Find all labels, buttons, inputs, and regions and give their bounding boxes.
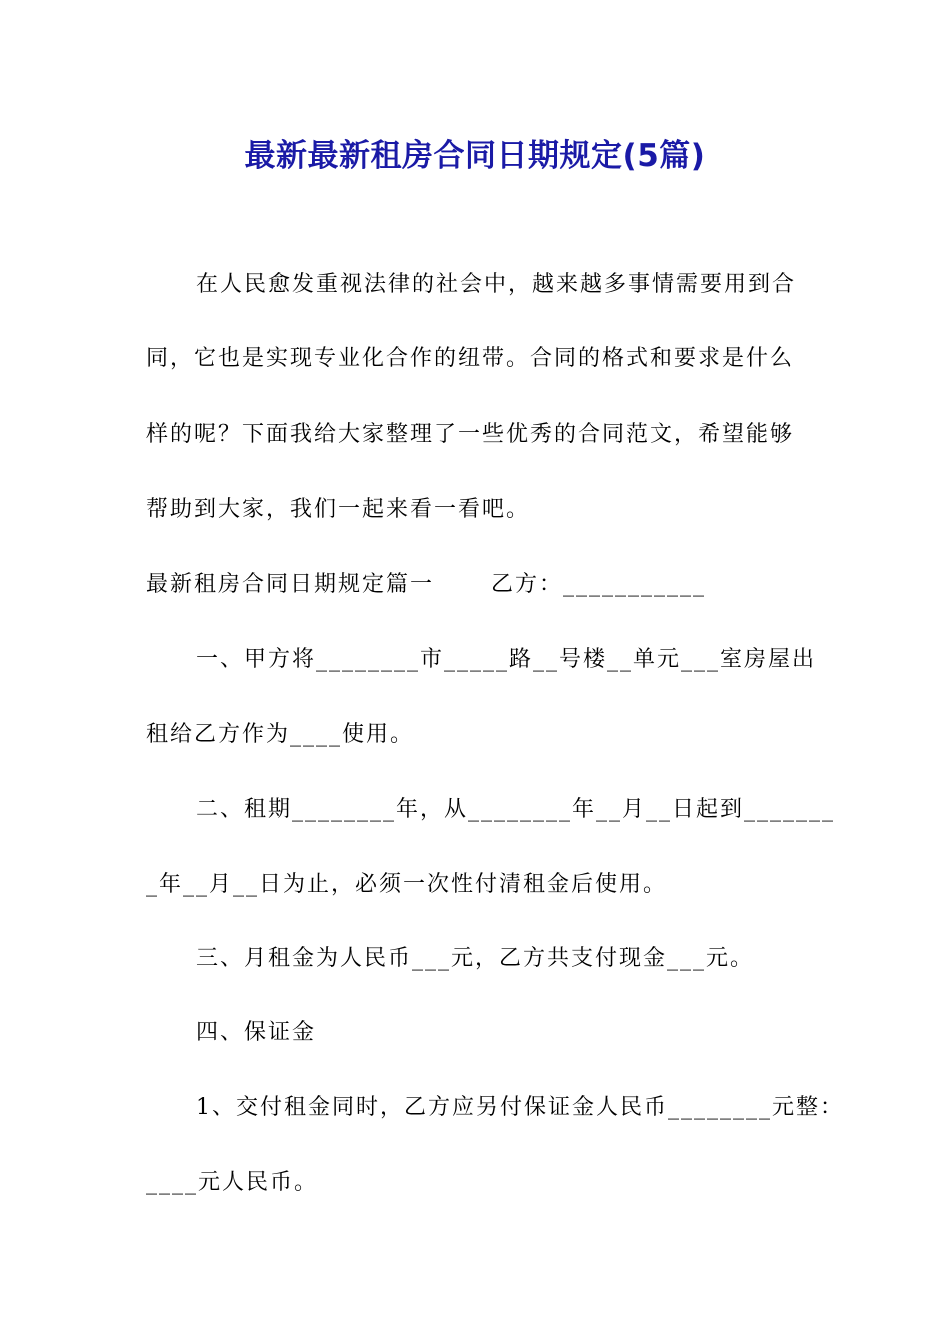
clause-heading: 四、保证金	[196, 1020, 317, 1045]
clause-line: 租给乙方作为____使用。	[146, 722, 415, 747]
clause-line: 1、交付租金同时，乙方应另付保证金人民币________元整：	[196, 1095, 844, 1120]
paragraph-line: 在人民愈发重视法律的社会中，越来越多事情需要用到合	[196, 272, 797, 297]
section-heading: 最新租房合同日期规定篇一 乙方：___________	[146, 572, 706, 597]
paragraph-line: 样的呢？下面我给大家整理了一些优秀的合同范文，希望能够	[146, 422, 795, 447]
clause-line: 三、月租金为人民币___元，乙方共支付现金___元。	[196, 946, 755, 971]
clause-line: 二、租期________年，从________年__月__日起到_______	[196, 797, 836, 822]
paragraph-line: 帮助到大家，我们一起来看一看吧。	[146, 497, 531, 522]
clause-line: 一、甲方将________市_____路__号楼__单元___室房屋出	[196, 647, 817, 672]
document-title: 最新最新租房合同日期规定(5篇)	[244, 138, 706, 174]
clause-line: ____元人民币。	[146, 1170, 319, 1195]
clause-line: _年__月__日为止，必须一次性付清租金后使用。	[146, 872, 668, 897]
paragraph-line: 同，它也是实现专业化合作的纽带。合同的格式和要求是什么	[146, 346, 795, 371]
